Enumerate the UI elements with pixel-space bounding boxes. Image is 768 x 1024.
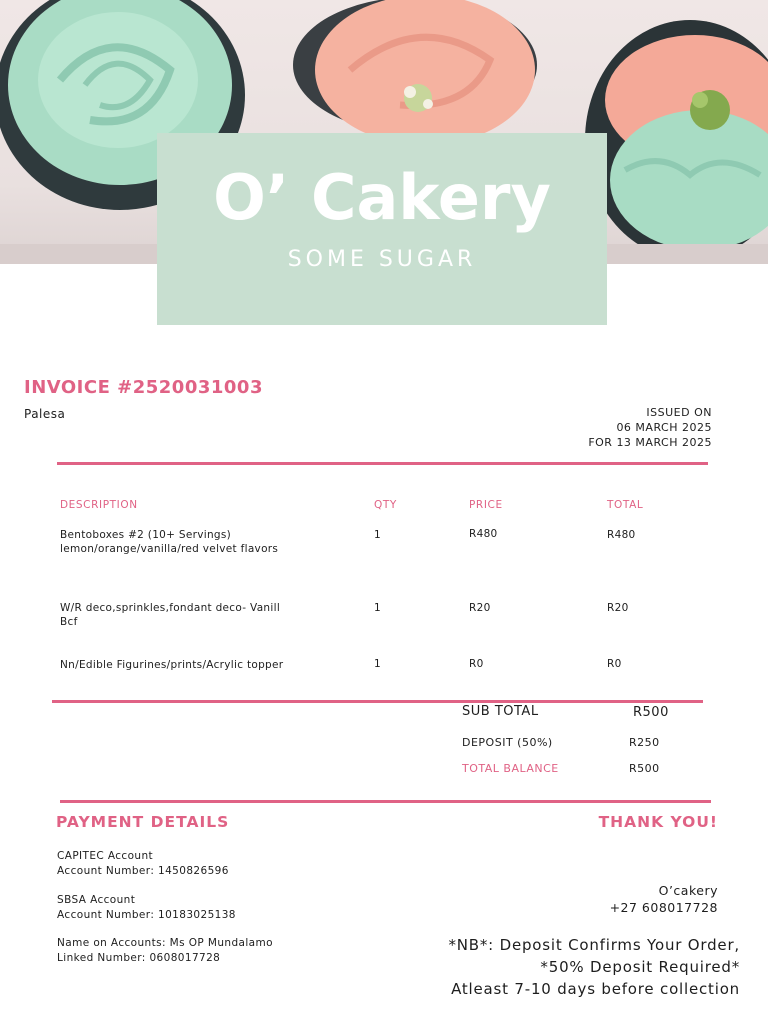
sbsa-account-name: SBSA Account [57, 894, 136, 906]
invoice-number: INVOICE #2520031003 [24, 377, 263, 398]
capitec-account-number: Account Number: 1450826596 [57, 864, 229, 877]
column-header-total: TOTAL [607, 499, 644, 511]
sbsa-account [57, 893, 236, 922]
item-description: Nn/Edible Figurines/prints/Acrylic topper [60, 659, 284, 671]
deposit-value: R250 [629, 736, 660, 749]
item-total: R480 [607, 529, 636, 541]
balance-label: TOTAL BALANCE [462, 762, 559, 775]
issued-date: 06 MARCH 2025 [616, 421, 712, 434]
item-qty: 1 [374, 658, 381, 670]
capitec-account [57, 849, 229, 878]
issued-label: ISSUED ON [646, 406, 712, 419]
linked-number: Linked Number: 0608017728 [57, 951, 221, 964]
balance-value: R500 [629, 762, 660, 775]
brand-name: O’ Cakery [213, 161, 551, 234]
business-name: O’cakery [658, 883, 718, 898]
item-description: W/R deco,sprinkles,fondant deco- Vanill Bcf [60, 602, 281, 628]
item-total: R0 [607, 658, 622, 670]
subtotal-label: SUB TOTAL [462, 704, 539, 719]
column-header-description: DESCRIPTION [60, 499, 138, 511]
thank-you-heading: THANK YOU! [598, 813, 718, 831]
column-header-qty: QTY [374, 499, 397, 511]
item-qty: 1 [374, 529, 381, 541]
divider [60, 800, 711, 803]
item-price: R20 [469, 602, 491, 614]
deposit-label: DEPOSIT (50%) [462, 736, 553, 749]
account-holder [57, 936, 273, 965]
item-price: R480 [469, 528, 498, 540]
business-phone: +27 608017728 [609, 900, 718, 915]
note-line: Atleast 7-10 days before collection [451, 980, 740, 998]
note-line: *50% Deposit Required* [540, 958, 740, 976]
capitec-account-name: CAPITEC Account [57, 850, 154, 862]
collection-date: FOR 13 MARCH 2025 [588, 436, 712, 449]
client-name: Palesa [24, 407, 66, 421]
subtotal-value: R500 [633, 705, 669, 720]
note-line: *NB*: Deposit Confirms Your Order, [448, 936, 740, 954]
divider [57, 462, 708, 465]
contact-block [610, 882, 718, 916]
issued-block [512, 405, 712, 450]
payment-heading: PAYMENT DETAILS [56, 813, 230, 831]
deposit-notes [448, 934, 740, 1000]
name-on-accounts: Name on Accounts: Ms OP Mundalamo [57, 937, 273, 949]
item-qty: 1 [374, 602, 381, 614]
column-header-price: PRICE [469, 499, 503, 511]
sbsa-account-number: Account Number: 10183025138 [57, 908, 236, 921]
item-price: R0 [469, 658, 484, 670]
divider [52, 700, 703, 703]
item-total: R20 [607, 602, 629, 614]
item-description: Bentoboxes #2 (10+ Servings) lemon/orange/vanilla/red velvet flavors [60, 529, 279, 555]
brand-banner [157, 133, 607, 325]
brand-tagline: SOME SUGAR [287, 247, 477, 272]
